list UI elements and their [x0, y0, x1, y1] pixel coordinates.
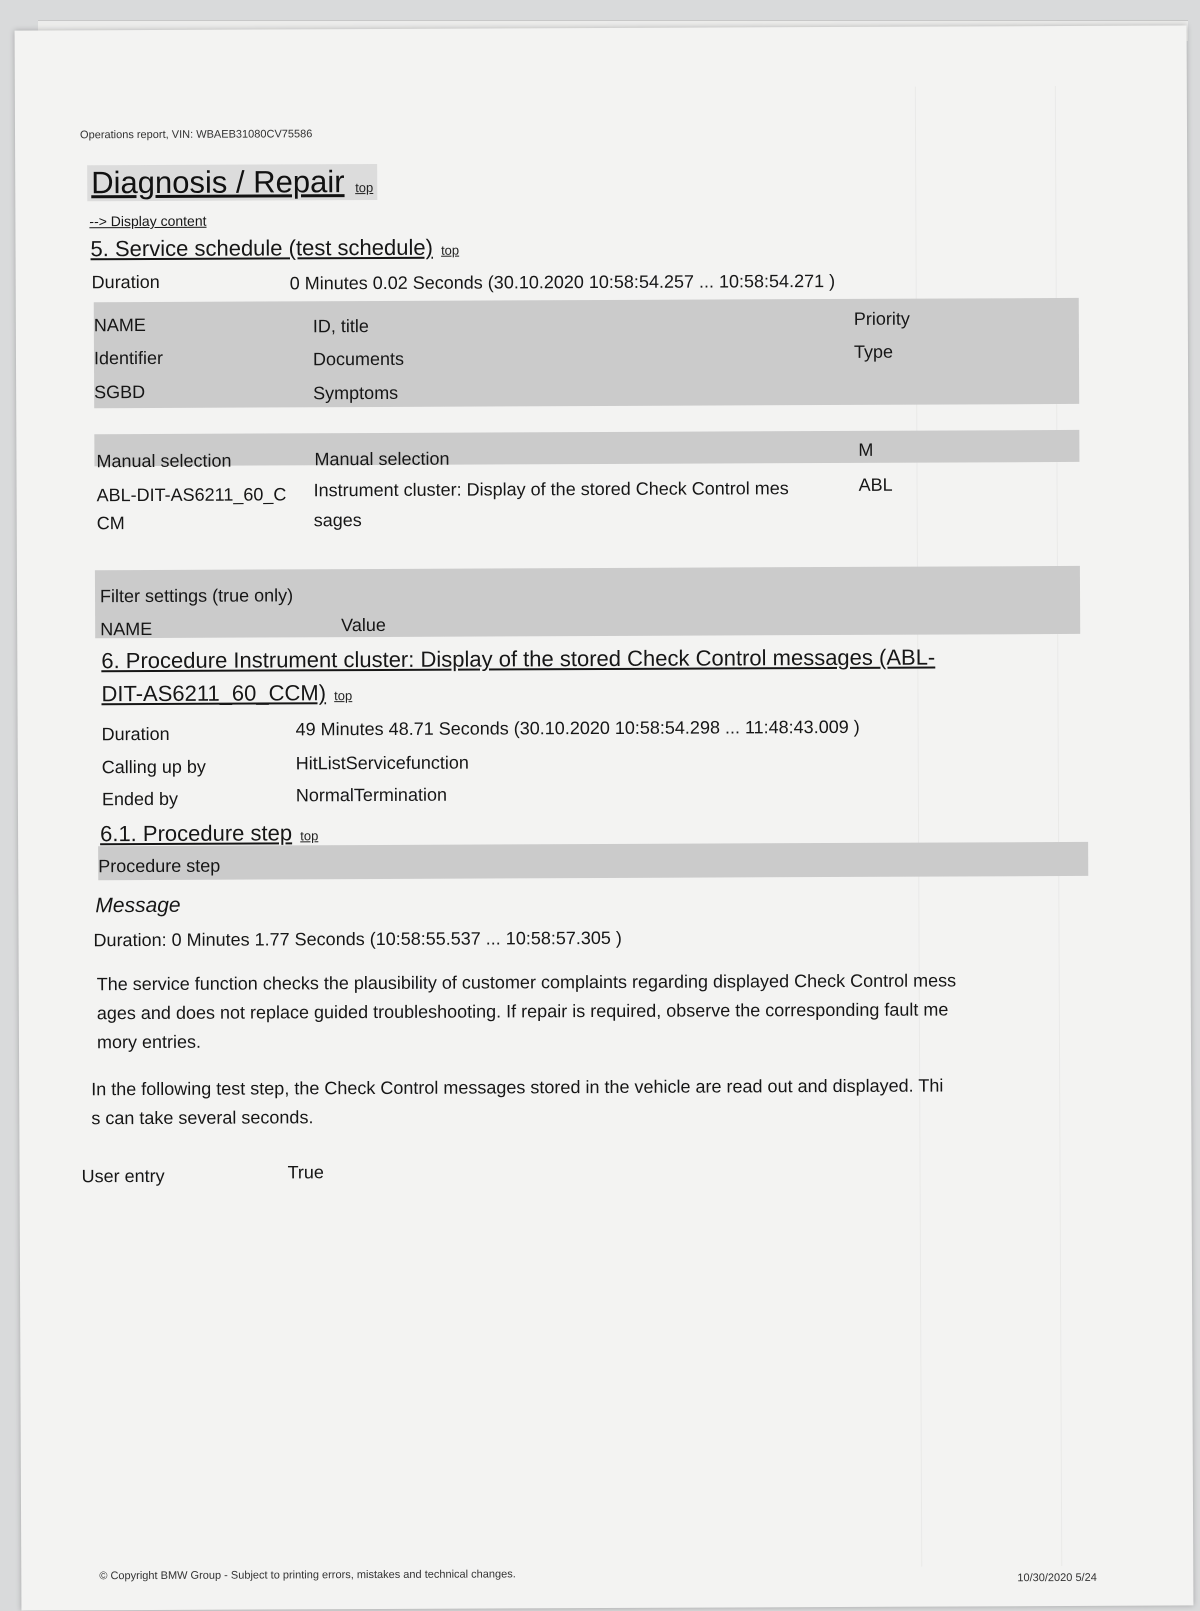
paragraph-2-line: s can take several seconds. [91, 1107, 314, 1129]
section-61-heading [100, 820, 318, 847]
page-title [87, 164, 377, 201]
report-page [15, 25, 1194, 1610]
header-sgbd: SGBD [94, 381, 146, 403]
top-link[interactable]: top [441, 242, 460, 258]
filter-title: Filter settings (true only) [99, 585, 294, 607]
s6-calling-value: HitListServicefunction [295, 752, 469, 774]
paragraph-1 [97, 966, 1097, 1057]
header-type: Type [853, 341, 894, 362]
paragraph-1-line: ages and does not replace guided troubleshooting. If repair is required, observe the corresponding fault me [96, 999, 949, 1024]
section-5-heading [90, 235, 459, 263]
s6-duration-value: 49 Minutes 48.71 Seconds (30.10.2020 10:58:54.298 ... 11:48:43.009 ) [295, 716, 860, 740]
header-id-title: ID, title [312, 316, 369, 337]
filter-value-header: Value [341, 614, 386, 636]
vin-header: Operations report, VIN: WBAEB31080CV75586 [79, 128, 313, 142]
top-link[interactable]: top [334, 688, 353, 704]
s6-ended-label: Ended by [101, 788, 179, 810]
message-label: Message [95, 893, 181, 918]
section-5-heading-text: 5. Service schedule (test schedule) [90, 234, 433, 262]
header-priority: Priority [853, 308, 910, 329]
top-link[interactable]: top [355, 180, 374, 196]
header-symptoms: Symptoms [313, 382, 399, 404]
row-document-1: Instrument cluster: Display of the stored Check Control mes [313, 478, 789, 501]
page-title-text: Diagnosis / Repair [91, 164, 345, 201]
s5-duration-label: Duration [91, 271, 160, 293]
s5-duration-value: 0 Minutes 0.02 Seconds (30.10.2020 10:58:54.257 ... 10:58:54.271 ) [289, 270, 836, 294]
row-type: ABL [858, 474, 893, 495]
section-6-heading-line2 [101, 680, 352, 707]
s6-ended-value: NormalTermination [295, 784, 448, 806]
s5-row-bar [94, 430, 1079, 466]
procedure-step-bar [98, 842, 1088, 880]
paragraph-2 [91, 1071, 1091, 1133]
row-title: Manual selection [314, 448, 450, 470]
s6-duration-label: Duration [101, 723, 170, 745]
section-61-heading-text: 6.1. Procedure step [100, 820, 293, 847]
display-content-link[interactable]: --> Display content [89, 212, 207, 230]
header-identifier: Identifier [93, 347, 164, 369]
section-6-heading-line1: 6. Procedure Instrument cluster: Display of the stored Check Control messages (ABL- [101, 644, 936, 674]
row-identifier-2: CM [96, 513, 125, 534]
paragraph-1-line: mory entries. [96, 1031, 202, 1053]
s5-table-header [94, 298, 1079, 408]
procedure-step-label: Procedure step [98, 855, 221, 877]
message-duration: Duration: 0 Minutes 1.77 Seconds (10:58:55.537 ... 10:58:57.305 ) [93, 927, 622, 951]
row-document-2: sages [313, 510, 362, 531]
top-link[interactable]: top [300, 828, 319, 844]
section-6-heading-line2-text: DIT-AS6211_60_CCM) [101, 680, 327, 707]
row-priority: M [858, 439, 874, 460]
row-name: Manual selection [96, 450, 232, 472]
footer-copyright: © Copyright BMW Group - Subject to printing errors, mistakes and technical changes. [99, 1568, 516, 1583]
paragraph-2-line: In the following test step, the Check Control messages stored in the vehicle are read out and displayed. Thi [91, 1075, 944, 1100]
user-entry-label: User entry [81, 1165, 165, 1187]
s6-calling-label: Calling up by [101, 756, 206, 778]
header-documents: Documents [312, 348, 405, 370]
row-identifier-1: ABL-DIT-AS6211_60_C [96, 484, 287, 506]
paragraph-1-line: The service function checks the plausibility of customer complaints regarding displayed Check Control mess [96, 970, 957, 995]
header-name: NAME [93, 314, 146, 336]
filter-name-header: NAME [100, 618, 153, 640]
footer-date-page: 10/30/2020 5/24 [1017, 1571, 1097, 1585]
user-entry-value: True [287, 1162, 324, 1183]
